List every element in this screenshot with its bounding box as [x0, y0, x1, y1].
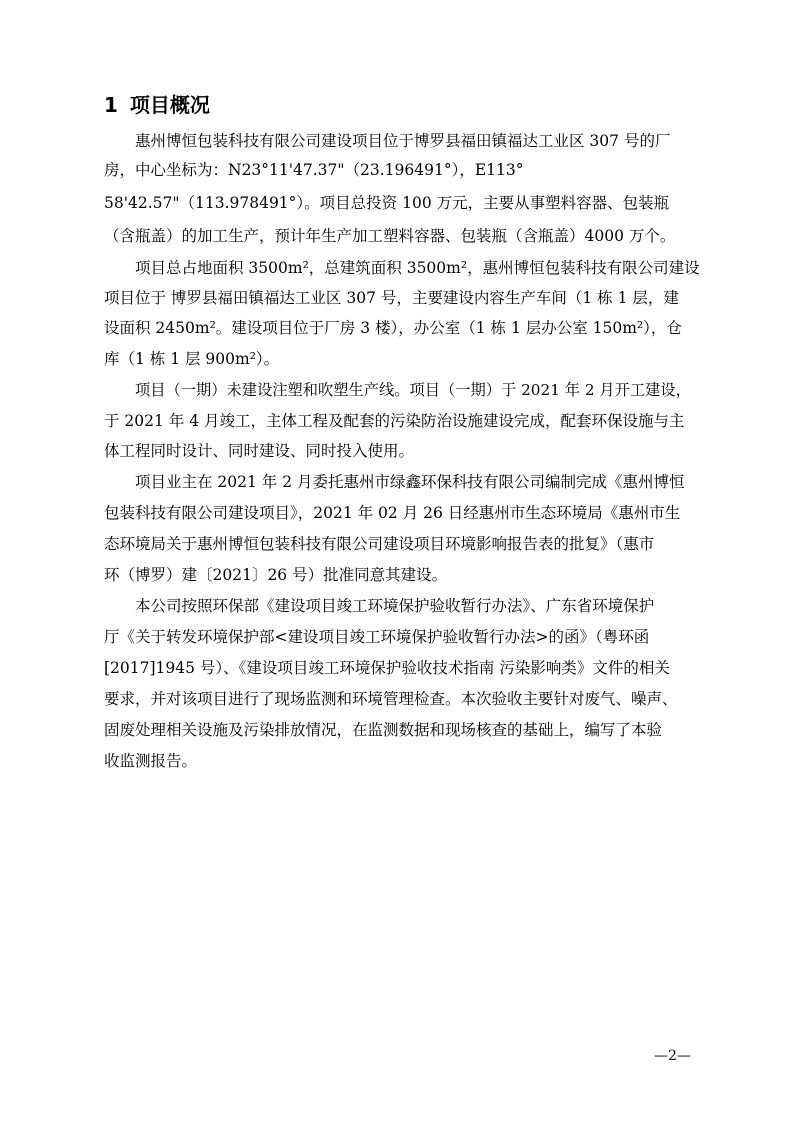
paragraph-line: 收监测报告。	[104, 752, 198, 770]
paragraph-line: 项目业主在 2021 年 2 月委托惠州市绿鑫环保科技有限公司编制完成《惠州博恒	[135, 473, 685, 491]
paragraph-line: 要求，并对该项目进行了现场监测和环境管理检查。本次验收主要针对废气、噪声、	[104, 690, 678, 708]
section-number: 1	[104, 93, 118, 117]
paragraph-line: 本公司按照环保部《建设项目竣工环境保护验收暂行办法》、广东省环境保护	[135, 597, 655, 615]
page-number: —2—	[654, 1048, 691, 1064]
paragraph-line: （含瓶盖）的加工生产，预计年生产加工塑料容器、包装瓶（含瓶盖）4000 万个。	[104, 227, 676, 245]
paragraph-line: [2017]1945 号）、《建设项目竣工环境保护验收技术指南 污染影响类》文件的相关	[104, 659, 670, 677]
paragraph-line: 体工程同时设计、同时建设、同时投入使用。	[104, 442, 415, 460]
paragraph-line: 房，中心坐标为：N23°11'47.37"（23.196491°），E113°	[104, 161, 524, 179]
paragraph-line: 58'42.57"（113.978491°）。项目总投资 100 万元，主要从事塑料容器、包装瓶	[104, 194, 670, 212]
paragraph-line: 态环境局关于惠州博恒包装科技有限公司建设项目环境影响报告表的批复》（惠市	[104, 535, 655, 553]
paragraph-line: 固废处理相关设施及污染排放情况，在监测数据和现场核查的基础上，编写了本验	[104, 721, 663, 739]
paragraph-line: 于 2021 年 4 月竣工，主体工程及配套的污染防治设施建设完成，配套环保设施与主	[104, 412, 685, 430]
paragraph-line: 项目位于 博罗县福田镇福达工业区 307 号，主要建设内容生产车间（1 栋 1 层，建	[104, 289, 679, 307]
paragraph-line: 环（博罗）建〔2021〕26 号）批准同意其建设。	[104, 566, 448, 584]
paragraph-line: 库（1 栋 1 层 900m²）。	[104, 350, 280, 368]
paragraph-line: 项目（一期）未建设注塑和吹塑生产线。项目（一期）于 2021 年 2 月开工建设，	[135, 381, 691, 399]
section-heading	[104, 92, 210, 118]
paragraph-line: 项目总占地面积 3500m²，总建筑面积 3500m²，惠州博恒包装科技有限公司建设	[135, 259, 700, 277]
paragraph-line: 惠州博恒包装科技有限公司建设项目位于博罗县福田镇福达工业区 307 号的厂	[135, 132, 671, 150]
paragraph-line: 包装科技有限公司建设项目》，2021 年 02 月 26 日经惠州市生态环境局《惠州市生	[104, 504, 681, 522]
section-title: 项目概况	[129, 93, 210, 117]
paragraph-line: 厅《关于转发环境保护部<建设项目竣工环境保护验收暂行办法>的函》（粤环函	[104, 628, 650, 646]
paragraph-line: 设面积 2450m²。建设项目位于厂房 3 楼），办公室（1 栋 1 层办公室 150m²），仓	[104, 319, 682, 337]
